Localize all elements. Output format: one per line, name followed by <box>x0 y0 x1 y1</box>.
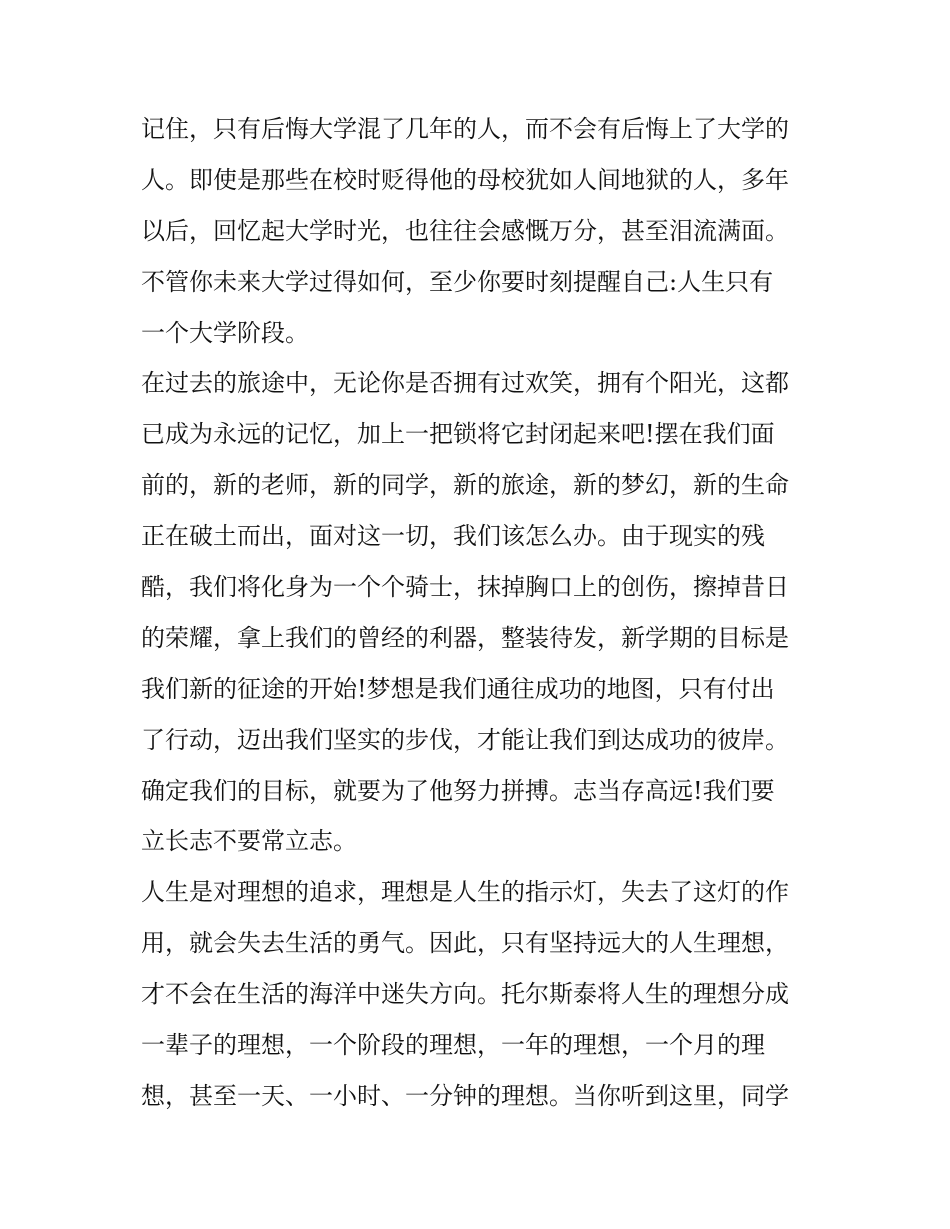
text-line: 酷，我们将化身为一个个骑士，抹掉胸口上的创伤，擦掉昔日 <box>141 573 789 602</box>
text-line: 我们新的征途的开始!梦想是我们通往成功的地图，只有付出 <box>141 674 775 703</box>
text-line: 在过去的旅途中，无论你是否拥有过欢笑，拥有个阳光，这都 <box>141 369 789 398</box>
text-line: 立长志不要常立志。 <box>141 827 357 856</box>
text-line: 人。即使是那些在校时贬得他的母校犹如人间地狱的人，多年 <box>141 165 789 194</box>
text-line: 用，就会失去生活的勇气。因此，只有坚持远大的人生理想， <box>141 929 789 958</box>
text-line: 才不会在生活的海洋中迷失方向。托尔斯泰将人生的理想分成 <box>141 980 789 1009</box>
text-line: 的荣耀，拿上我们的曾经的利器，整装待发，新学期的目标是 <box>141 623 789 652</box>
text-line: 确定我们的目标，就要为了他努力拼搏。志当存高远!我们要 <box>141 776 775 805</box>
text-line: 以后，回忆起大学时光，也往往会感慨万分，甚至泪流满面。 <box>141 216 789 245</box>
text-line: 已成为永远的记忆，加上一把锁将它封闭起来吧!摆在我们面 <box>141 420 775 449</box>
text-line: 不管你未来大学过得如何，至少你要时刻提醒自己:人生只有 <box>141 267 774 296</box>
text-line: 前的，新的老师，新的同学，新的旅途，新的梦幻，新的生命 <box>141 471 789 500</box>
text-line: 一辈子的理想，一个阶段的理想，一年的理想，一个月的理 <box>141 1031 765 1060</box>
text-line: 想，甚至一天、一小时、一分钟的理想。当你听到这里，同学 <box>141 1081 789 1110</box>
text-line: 一个大学阶段。 <box>141 318 309 347</box>
text-line: 了行动，迈出我们坚实的步伐，才能让我们到达成功的彼岸。 <box>141 725 789 754</box>
text-line: 人生是对理想的追求，理想是人生的指示灯，失去了这灯的作 <box>141 878 789 907</box>
text-line: 正在破土而出，面对这一切，我们该怎么办。由于现实的残 <box>141 522 765 551</box>
text-line: 记住，只有后悔大学混了几年的人，而不会有后悔上了大学的 <box>141 115 789 143</box>
body-text <box>141 104 821 1122</box>
